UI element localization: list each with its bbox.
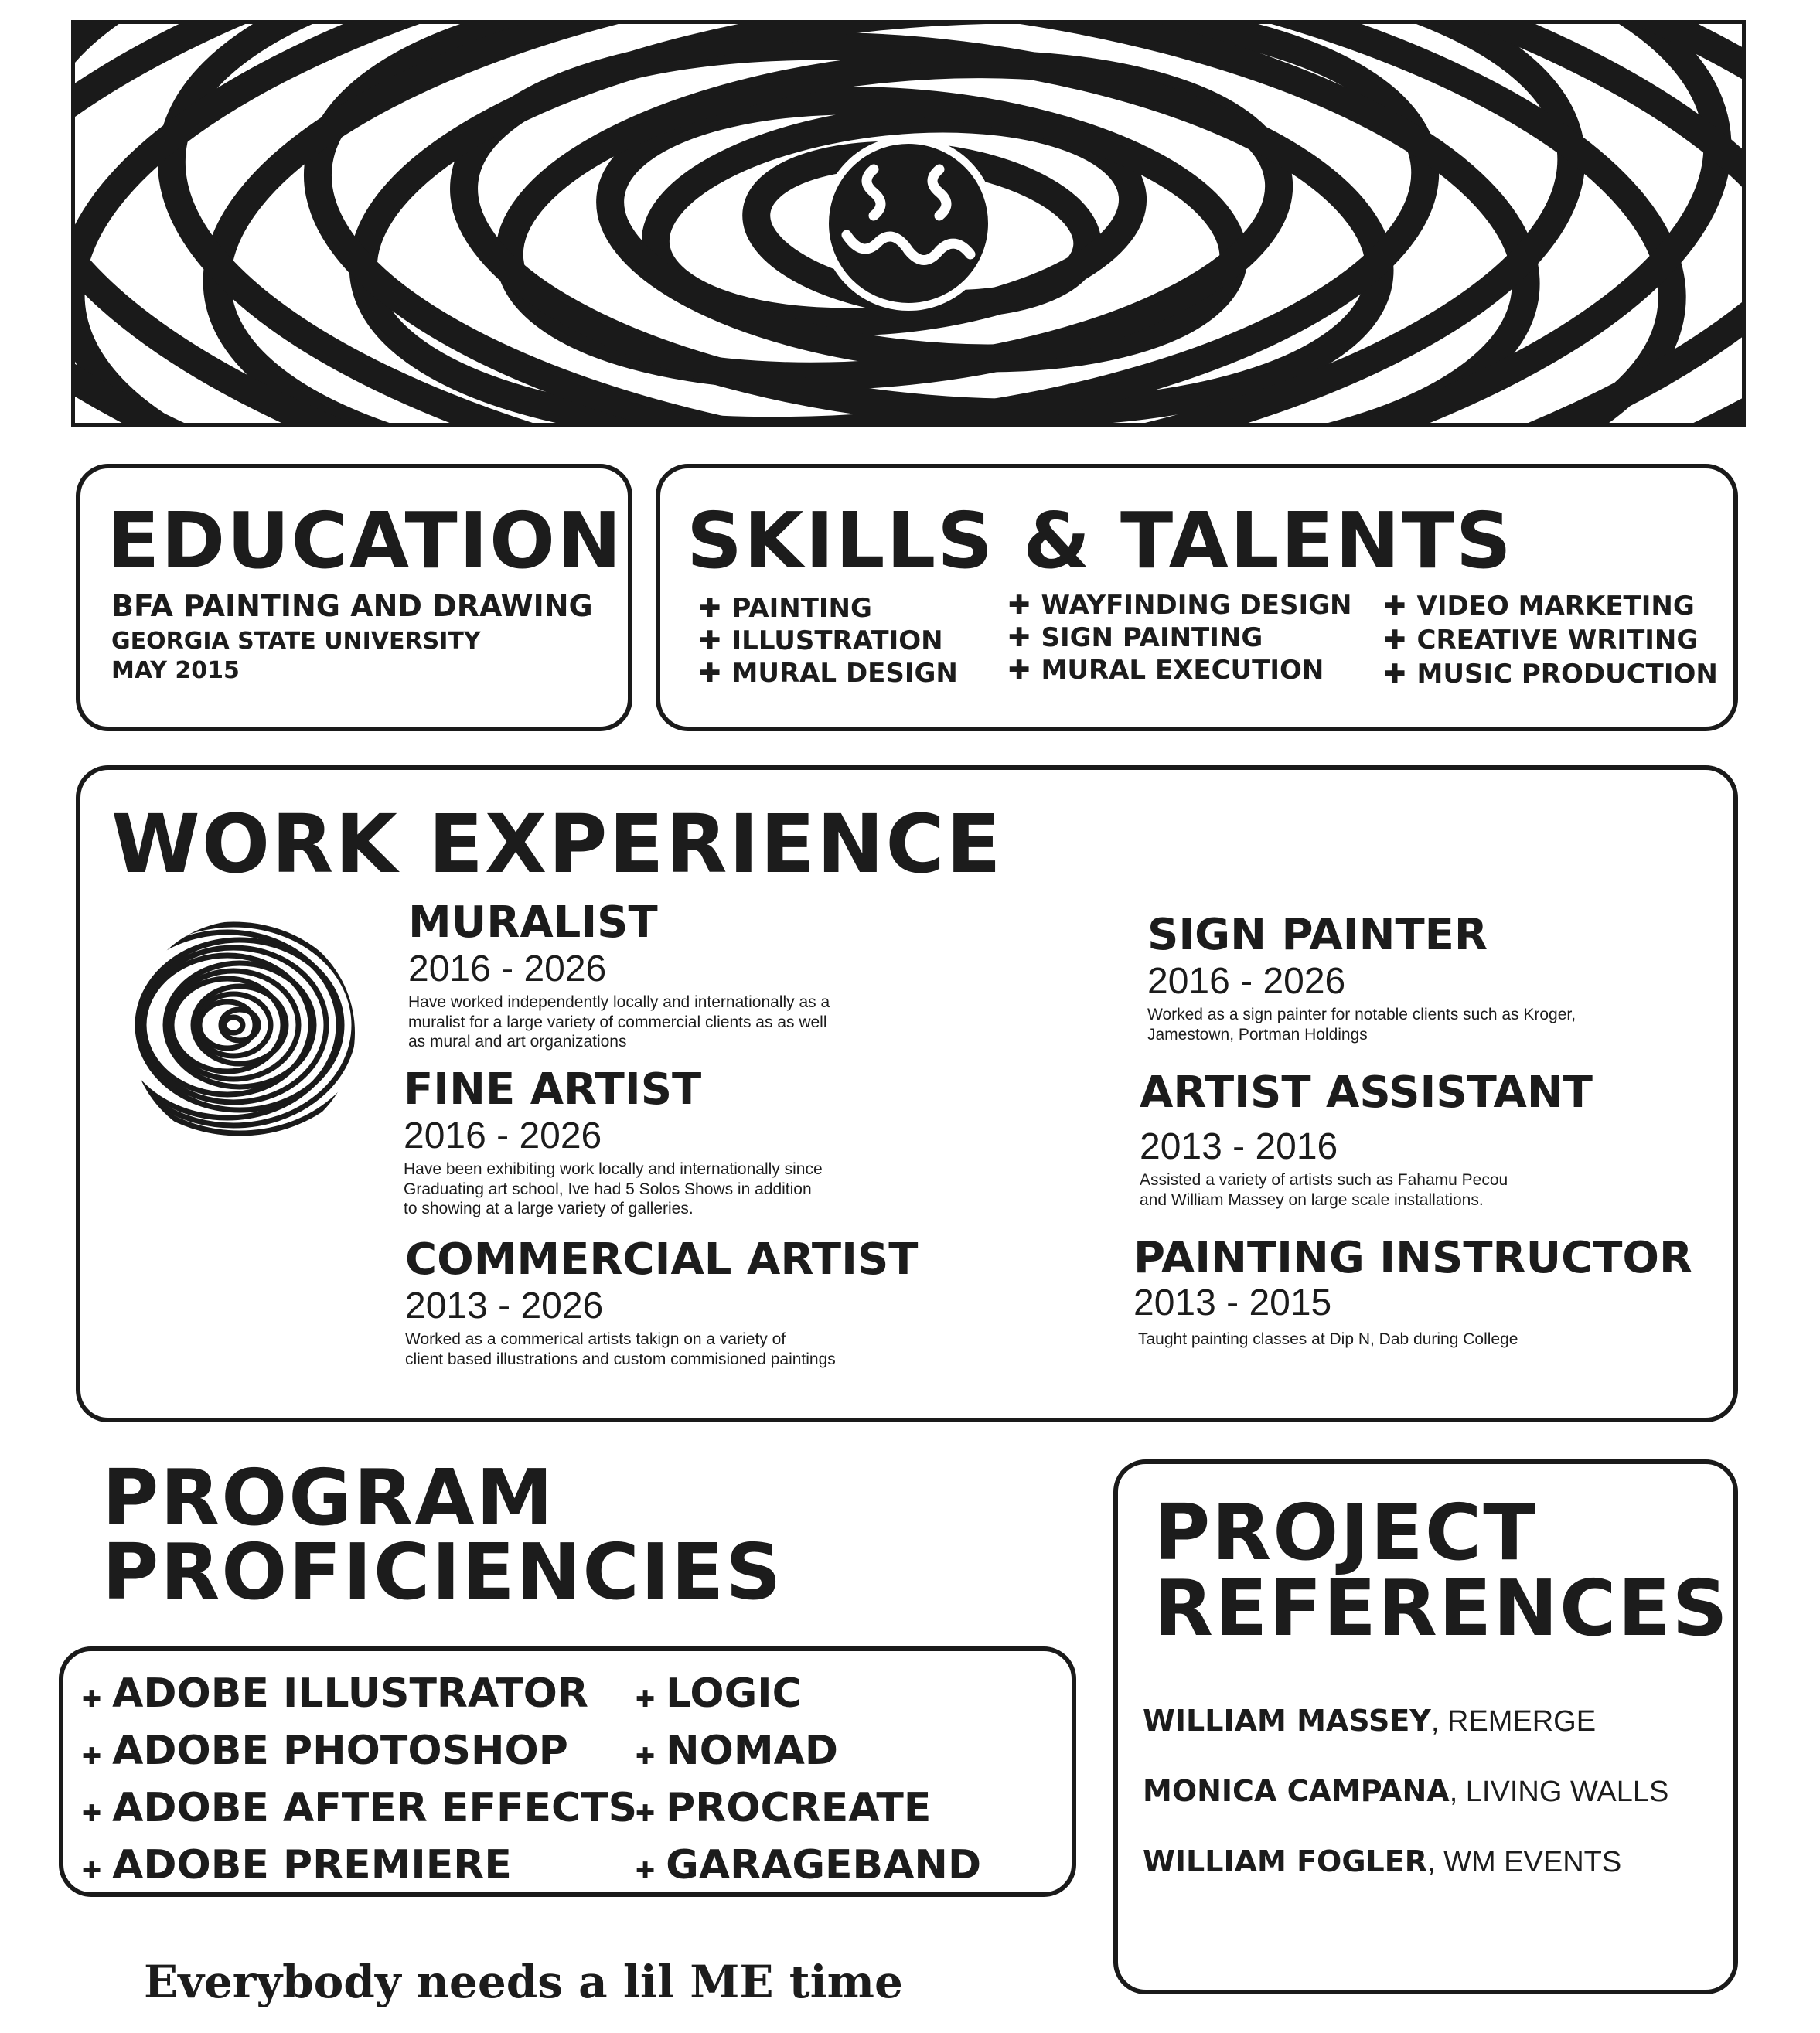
tagline: Everybody needs a lil ME time: [144, 1956, 903, 2008]
list-item: ✚ PAINTING: [699, 593, 872, 624]
job-years: 2016 - 2026: [1147, 961, 1346, 1002]
job-muralist: [408, 897, 830, 1052]
job-years: 2013 - 2016: [1140, 1126, 1338, 1167]
list-item: ✚ GARAGEBAND: [636, 1842, 982, 1888]
job-sign-painter: [1147, 910, 1576, 1044]
list-item: ✚ CREATIVE WRITING: [1384, 625, 1699, 656]
list-item: ✚ SIGN PAINTING: [1008, 622, 1263, 653]
smiley-ring: [224, 1017, 243, 1033]
job-title: MURALIST: [408, 897, 658, 948]
reference-item: MONICA CAMPANA, LIVING WALLS: [1143, 1774, 1669, 1808]
skills-heading: SKILLS & TALENTS: [687, 495, 1513, 586]
skills-list-2: [1008, 589, 1352, 686]
job-years: 2013 - 2015: [1133, 1282, 1332, 1323]
reference-item: WILLIAM FOGLER, WM EVENTS: [1143, 1844, 1622, 1878]
skills-list-1: [699, 592, 958, 690]
job-description: Worked as a sign painter for notable clients such as Kroger, Jamestown, Portman Holdings: [1147, 1006, 1576, 1044]
list-item: ✚ LOGIC: [636, 1670, 802, 1717]
swirl-pattern: [75, 24, 1742, 423]
work-heading: WORK EXPERIENCE: [111, 797, 1003, 891]
psychedelic-smiley-icon: [127, 917, 359, 1149]
education-heading: EDUCATION: [107, 495, 623, 586]
job-title: PAINTING INSTRUCTOR: [1133, 1233, 1693, 1283]
job-description: Taught painting classes at Dip N, Dab during College: [1138, 1330, 1518, 1348]
list-item: ✚ WAYFINDING DESIGN: [1008, 590, 1352, 621]
job-artist-assistant: [1140, 1068, 1593, 1210]
job-commercial-artist: [405, 1234, 919, 1369]
job-title: COMMERCIAL ARTIST: [405, 1234, 919, 1285]
references-list: [1143, 1704, 1668, 1879]
programs-section: [59, 1646, 1076, 1897]
job-fine-artist: [404, 1064, 823, 1219]
programs-list-2: [636, 1668, 981, 1897]
job-years: 2016 - 2026: [408, 948, 607, 989]
job-description: Worked as a commerical artists takign on a variety of client based illustrations and custom commisioned paintings: [405, 1330, 836, 1368]
banner: [71, 20, 1746, 427]
education-school: GEORGIA STATE UNIVERSITY: [111, 628, 481, 655]
references-heading: PROJECT REFERENCES: [1154, 1487, 1730, 1653]
education-degree: BFA PAINTING AND DRAWING: [111, 589, 593, 623]
reference-item: WILLIAM MASSEY, REMERGE: [1143, 1704, 1597, 1738]
education-section: [76, 464, 632, 731]
list-item: ✚ ADOBE PHOTOSHOP: [82, 1728, 568, 1774]
job-title: FINE ARTIST: [404, 1064, 702, 1115]
skills-list-3: [1384, 589, 1718, 691]
skills-section: [656, 464, 1738, 731]
references-section: [1113, 1459, 1738, 1994]
list-item: ✚ PROCREATE: [636, 1785, 932, 1831]
list-item: ✚ VIDEO MARKETING: [1384, 591, 1695, 621]
smiley-face-icon: [825, 140, 992, 307]
job-description: Have worked independently locally and internationally as a muralist for a large variety of commercial clients as as well as mural and art organizations: [408, 993, 830, 1051]
education-date: MAY 2015: [111, 657, 240, 684]
list-item: ✚ ADOBE ILLUSTRATOR: [82, 1670, 588, 1717]
list-item: ✚ MUSIC PRODUCTION: [1384, 659, 1718, 690]
job-painting-instructor: [1133, 1233, 1693, 1350]
list-item: ✚ MURAL DESIGN: [699, 658, 958, 689]
list-item: ✚ NOMAD: [636, 1728, 839, 1774]
list-item: ✚ ILLUSTRATION: [699, 625, 943, 656]
list-item: ✚ ADOBE AFTER EFFECTS: [82, 1785, 638, 1831]
job-years: 2013 - 2026: [405, 1286, 604, 1326]
job-title: ARTIST ASSISTANT: [1140, 1068, 1593, 1118]
job-title: SIGN PAINTER: [1147, 910, 1488, 960]
job-years: 2016 - 2026: [404, 1115, 602, 1156]
job-description: Assisted a variety of artists such as Fahamu Pecou and William Massey on large scale installations.: [1140, 1171, 1508, 1209]
work-experience-section: [76, 765, 1738, 1422]
smiley-ring: [199, 1002, 255, 1048]
job-description: Have been exhibiting work locally and internationally since Graduating art school, Ive had 5 Solos Shows in addition to showing at a large variety of galleries.: [404, 1160, 823, 1218]
list-item: ✚ ADOBE PREMIERE: [82, 1842, 512, 1888]
smiley-ring: [127, 932, 339, 1118]
programs-list-1: [82, 1668, 637, 1897]
programs-heading: PROGRAM PROFICIENCIES: [102, 1452, 783, 1617]
list-item: ✚ MURAL EXECUTION: [1008, 655, 1324, 686]
